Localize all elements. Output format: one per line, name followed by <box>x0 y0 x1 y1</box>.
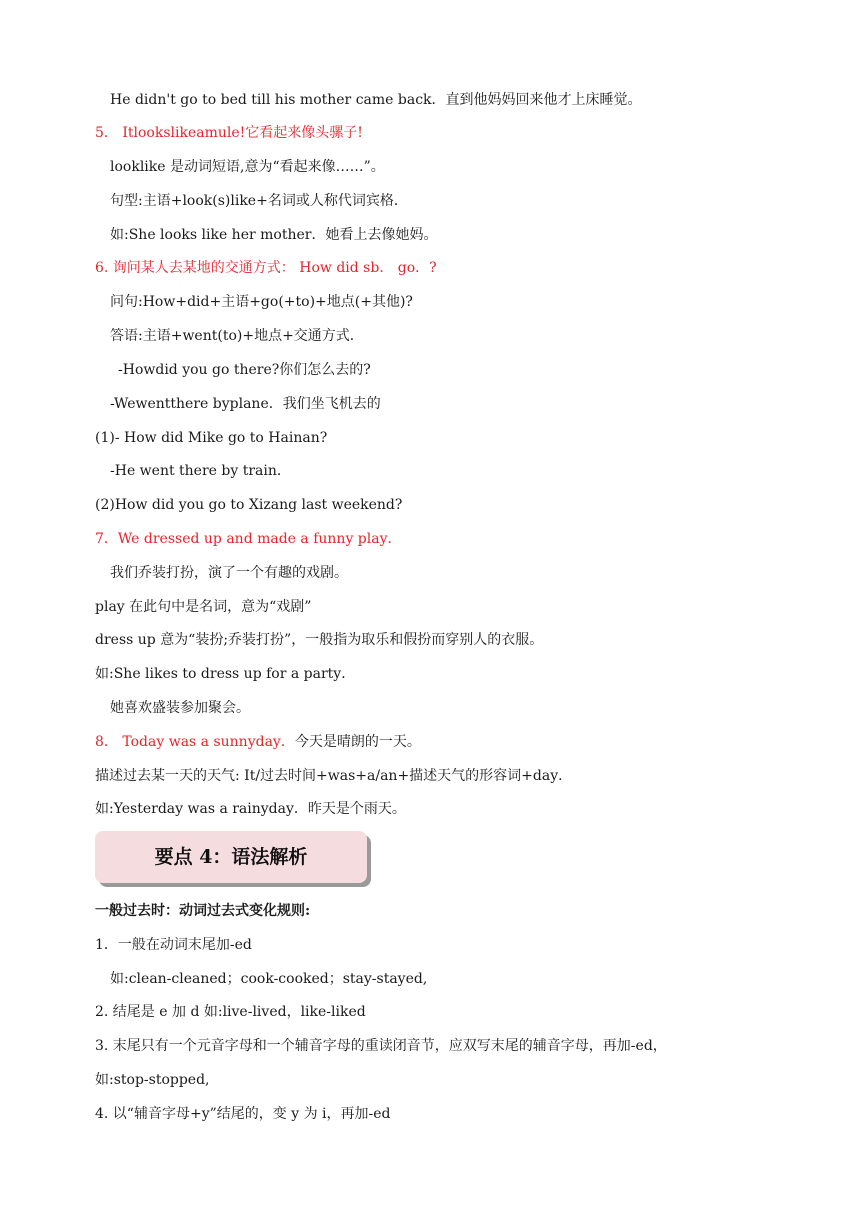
point-5-heading: 5． Itlookslikeamule!它看起来像头骡子! <box>95 125 363 141</box>
rule-4: 4. 以“辅音字母+y”结尾的，变 y 为 i，再加-ed <box>95 1106 391 1122</box>
text-line: 她喜欢盛装参加聚会。 <box>110 700 250 716</box>
text-line: 如:She looks like her mother．她看上去像她妈。 <box>110 227 438 243</box>
point-8-english: 8． Today was a sunnyday． <box>95 734 295 750</box>
rule-1: 1．一般在动词末尾加-ed <box>95 937 252 953</box>
text-line: play 在此句中是名词，意为“戏剧” <box>95 599 312 615</box>
point-8-translation: 今天是晴朗的一天。 <box>294 734 421 750</box>
section-heading: 要点 4：语法解析 <box>154 846 308 868</box>
text-line: 如:Yesterday was a rainyday．昨天是个雨天。 <box>95 801 406 817</box>
text-line: 如:clean-cleaned；cook-cooked；stay-stayed, <box>110 971 428 987</box>
text-line: He didn't go to bed till his mother came back．直到他妈妈回来他才上床睡觉。 <box>110 92 642 108</box>
text-line: -Howdid you go there?你们怎么去的? <box>118 362 371 378</box>
text-line: 如:She likes to dress up for a party． <box>95 666 356 682</box>
text-line: 问句:How+did+主语+go(+to)+地点(+其他)? <box>110 294 413 310</box>
section-heading-box <box>95 831 367 883</box>
rule-2: 2. 结尾是 e 加 d 如:live-lived，like-liked <box>95 1004 366 1020</box>
text-line: looklike 是动词短语,意为“看起来像……”。 <box>110 159 385 175</box>
text-line: dress up 意为“装扮;乔装打扮”，一般指为取乐和假扮而穿别人的衣服。 <box>95 632 544 648</box>
text-line: 描述过去某一天的天气: It/过去时间+was+a/an+描述天气的形容词+day． <box>95 768 573 784</box>
text-line: (2)How did you go to Xizang last weekend? <box>95 497 403 513</box>
rule-3: 3. 末尾只有一个元音字母和一个辅音字母的重读闭音节，应双写末尾的辅音字母，再加-ed， <box>95 1038 667 1054</box>
text-line: 答语:主语+went(to)+地点+交通方式． <box>110 328 364 344</box>
text-line: (1)- How did Mike go to Hainan? <box>95 430 328 446</box>
grammar-subheading: 一般过去时：动词过去式变化规则: <box>95 903 311 919</box>
point-6-heading: 6. 询问某人去某地的交通方式： How did sb． go．? <box>95 260 437 276</box>
text-line: -He went there by train． <box>110 463 291 479</box>
text-line: 我们乔装打扮，演了一个有趣的戏剧。 <box>110 565 348 581</box>
point-7-heading: 7．We dressed up and made a funny play． <box>95 531 402 547</box>
text-line: 如:stop-stopped, <box>95 1072 210 1088</box>
text-line: -Wewentthere byplane．我们坐飞机去的 <box>110 396 381 412</box>
text-line: 句型:主语+look(s)like+名词或人称代词宾格． <box>110 193 408 209</box>
point-8-heading <box>95 733 421 751</box>
